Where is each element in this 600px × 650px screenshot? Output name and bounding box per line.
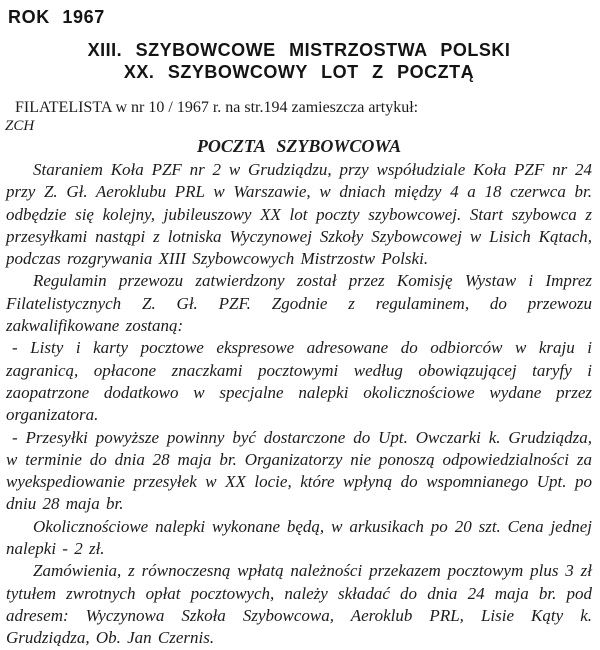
title-line-2: XX. SZYBOWCOWY LOT Z POCZTĄ (123, 62, 475, 82)
article-paragraph-3-list-item: - Listy i karty pocztowe ekspresowe adresowane do odbiorców w kraju i zagranicą, opłacone znaczkami pocztowymi według obowiązującej taryfy i zaopatrzone dodatkowo w specjalne nalepki okolicznościowe wydane przez organizatora. (6, 338, 592, 425)
article-paragraph-2: Regulamin przewozu zatwierdzony został przez Komisję Wystaw i Imprez Filatelistycznych Z. Gł. PZF. Zgodnie z regulaminem, do przewozu zakwalifikowane zostaną: (6, 271, 592, 336)
author-initials: ZCH (5, 118, 35, 134)
title-line-1: XIII. SZYBOWCOWE MISTRZOSTWA POLSKI (87, 40, 511, 60)
article-paragraph-4-list-item: - Przesyłki powyższe powinny być dostarczone do Upt. Owczarki k. Grudziądza, w terminie do dnia 28 maja br. Organizatorzy nie ponoszą odpowiedzialności za wyekspediowanie przesyłek w XX locie, które wpłyną do wspomnianego Upt. po dniu 28 maja br. (6, 427, 592, 514)
article-paragraph-6: Zamówienia, z równoczesną wpłatą należności przekazem pocztowym plus 3 zł tytułem zwrotnych opłat pocztowych, należy składać do dnia 24 maja br. pod adresem: Wyczynowa Szkoła Szybowcowa, Aeroklub PRL, Lisie Kąty k. Grudziądza, Ob. Jan Czernis. (6, 561, 592, 648)
document-title (6, 39, 592, 83)
article-title: POCZTA SZYBOWCOWA (196, 136, 402, 156)
article-paragraph-1: Staraniem Koła PZF nr 2 w Grudziądzu, przy współudziale Koła PZF nr 24 przy Z. Gł. Aeroklubu PRL w Warszawie, w dniach między 4 a 18 czerwca br. odbędzie się kolejny, jubileuszowy XX lot poczty szybowcowej. Start szybowca z przesyłkami nastąpi z lotniska Wyczynowej Szkoły Szybowcowej w Lisich Kątach, podczas rozgrywania XIII Szybowcowych Mistrzostw Polski. (6, 160, 592, 269)
year-header: ROK 1967 (8, 7, 105, 27)
source-note: FILATELISTA w nr 10 / 1967 r. na str.194 zamieszcza artykuł: (15, 99, 419, 116)
article-body (6, 159, 592, 650)
article-paragraph-5: Okolicznościowe nalepki wykonane będą, w arkusikach po 20 szt. Cena jednej nalepki - 2 zł. (6, 516, 592, 559)
